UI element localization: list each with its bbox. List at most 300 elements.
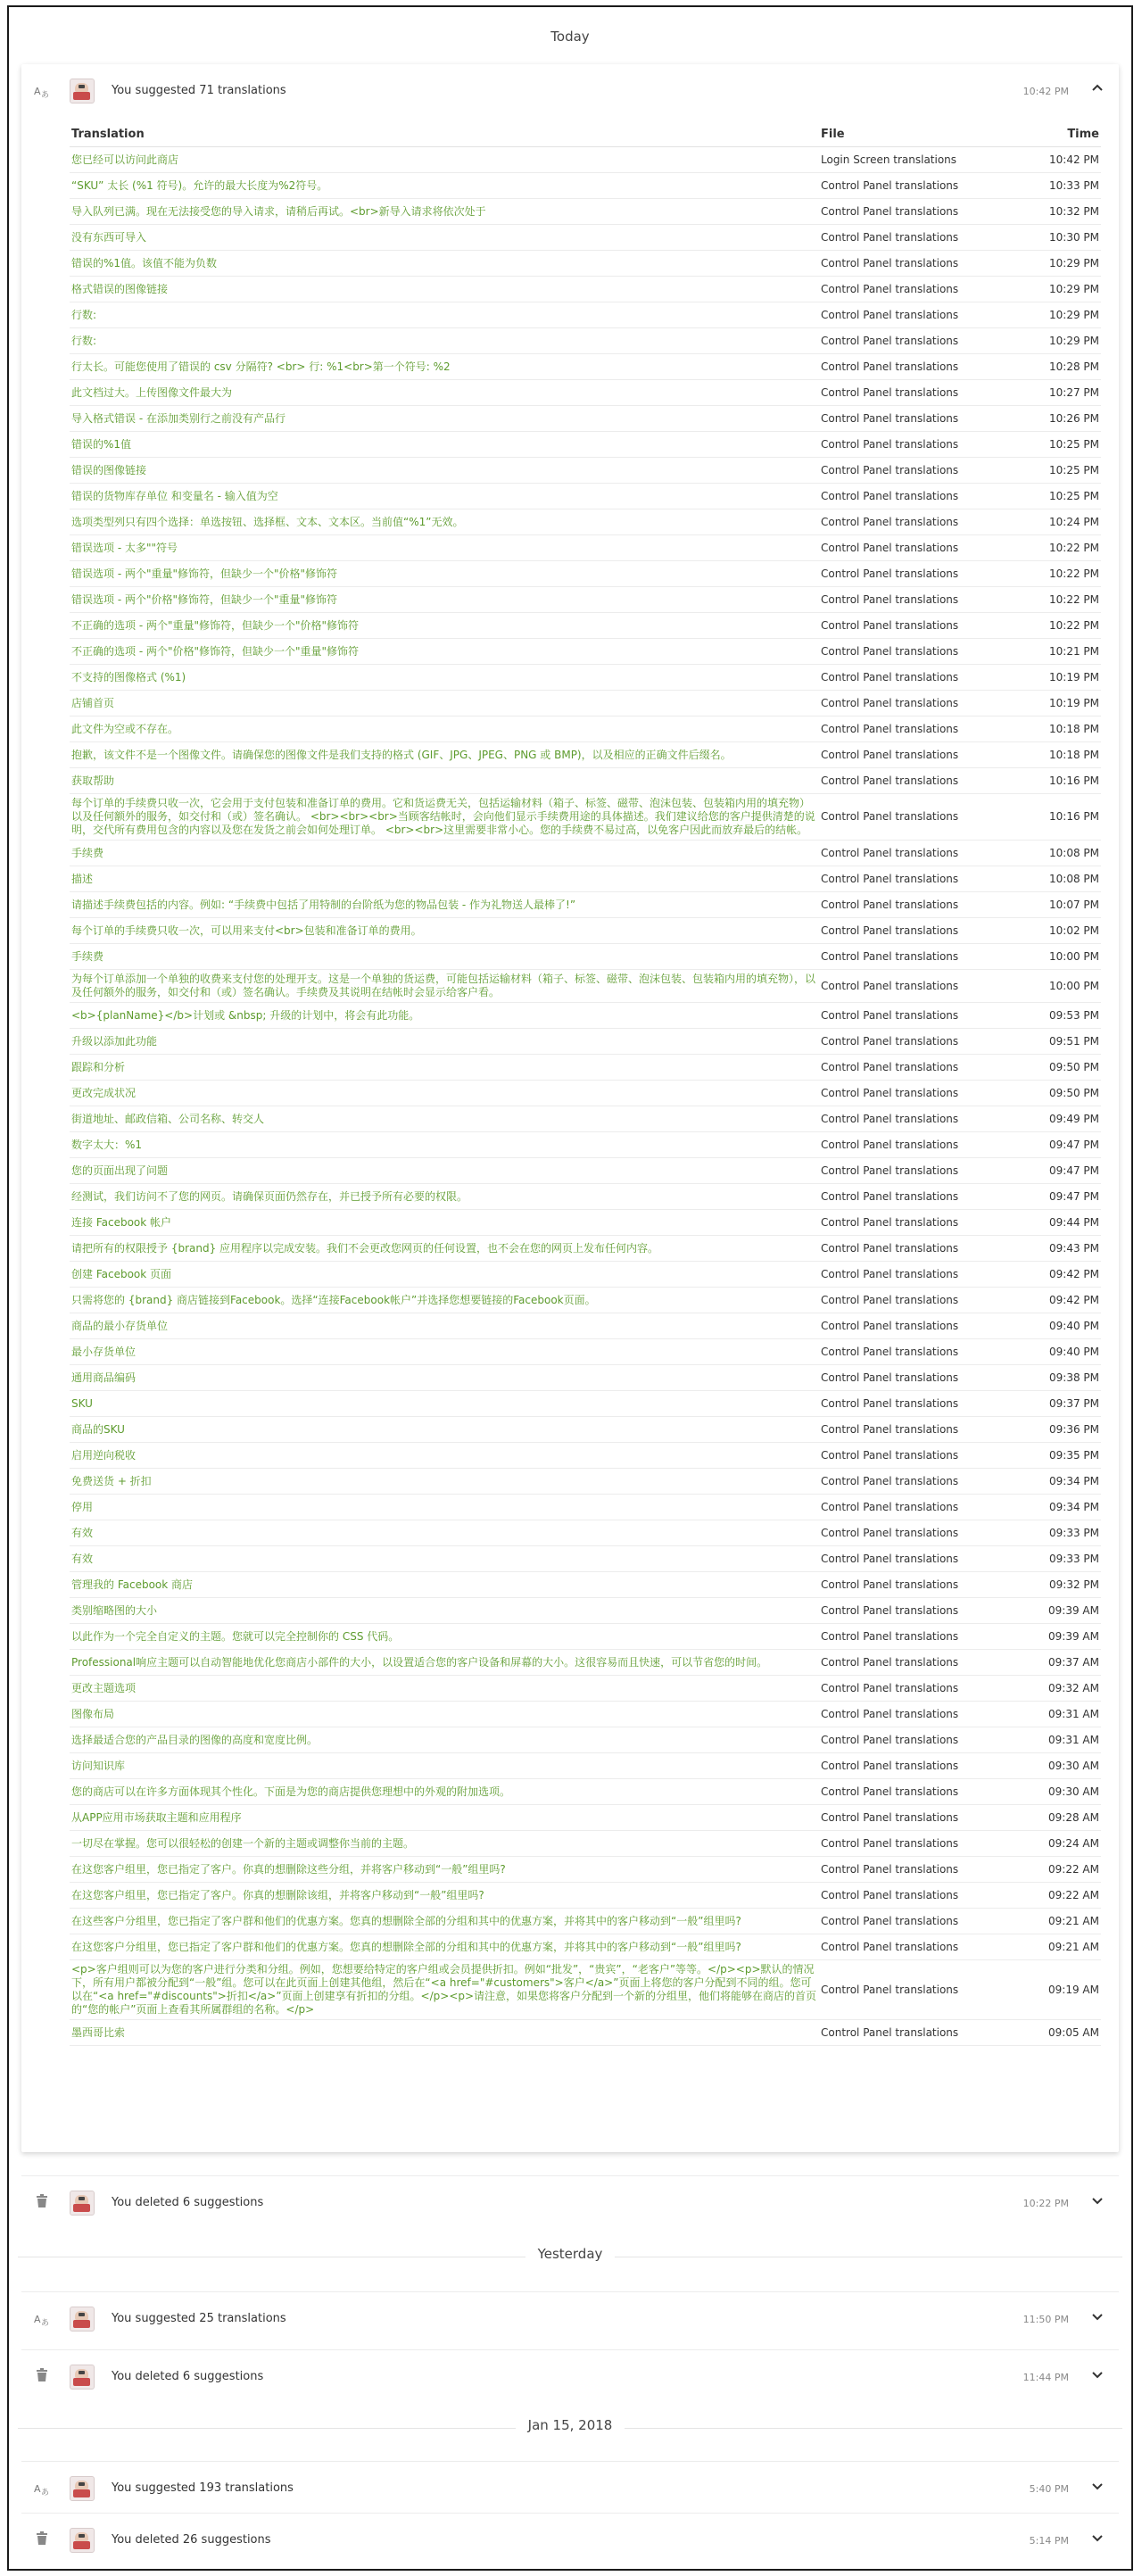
time-value: 09:44 PM (1033, 1210, 1101, 1236)
file-name: Control Panel translations (819, 1443, 1033, 1469)
translation-text[interactable]: 行数: (70, 302, 819, 328)
file-name: Control Panel translations (819, 1132, 1033, 1158)
table-row (70, 1909, 1101, 1934)
time-value: 10:29 PM (1033, 251, 1101, 277)
table-row (70, 1132, 1101, 1158)
table-row (70, 1934, 1101, 1960)
table-row (70, 509, 1101, 535)
table-row (70, 432, 1101, 458)
translation-text[interactable]: 请描述手续费包括的内容。例如: “手续费中包括了用特制的台阶纸为您的物品包装 - 作为礼物送人最棒了!” (70, 892, 819, 918)
time-value: 09:28 AM (1033, 1805, 1101, 1831)
table-row (70, 1805, 1101, 1831)
day-header-today: Today (18, 29, 1122, 50)
translation-text[interactable]: 行数: (70, 328, 819, 354)
table-row (70, 1339, 1101, 1365)
svg-text:A: A (34, 2483, 41, 2495)
time-value: 10:22 PM (1033, 613, 1101, 639)
table-row (70, 302, 1101, 328)
event-text: You deleted 6 suggestions (112, 2370, 264, 2383)
time-value: 09:38 PM (1033, 1365, 1101, 1391)
translation-text[interactable]: 数字太大：%1 (70, 1132, 819, 1158)
table-row (70, 251, 1101, 277)
table-row (70, 944, 1101, 970)
translation-text[interactable]: “SKU” 太长 (%1 符号)。允许的最大长度为%2符号。 (70, 173, 819, 199)
table-row (70, 742, 1101, 768)
event-suggested-today[interactable] (21, 64, 1119, 118)
time-value: 09:39 AM (1033, 1624, 1101, 1650)
time-value: 10:28 PM (1033, 354, 1101, 380)
event-time: 5:14 PM (1029, 2535, 1069, 2547)
file-name: Control Panel translations (819, 742, 1033, 768)
file-name: Control Panel translations (819, 1184, 1033, 1210)
file-name: Control Panel translations (819, 1520, 1033, 1546)
translation-text[interactable]: 不正确的选项 - 两个"重量"修饰符，但缺少一个"价格"修饰符 (70, 613, 819, 639)
translation-text[interactable]: 每个订单的手续费只收一次，它会用于支付包装和准备订单的费用。它和货运费无关，包括运输材料（箱子、标签、磁带、泡沫包装、包装箱内用的填充物）以及任何额外的服务，如交付和（或）签名确认。 <br><br><br>当顾客结帐时，会向他们显示手续费用途的具体描述。我们建议给您的客户提供清楚的说明，交代所有费用包含的内容以及您在发货之前会如何处理订单。 <br><br>这里需要非常小心。您的手续费不易过高，以免客户因此而放弃最后的结帐。 (70, 794, 819, 841)
translation-text[interactable]: 创建 Facebook 页面 (70, 1262, 819, 1288)
translation-text[interactable]: SKU (70, 1391, 819, 1417)
file-name: Control Panel translations (819, 173, 1033, 199)
translation-text[interactable]: 手续费 (70, 841, 819, 866)
file-name: Control Panel translations (819, 1081, 1033, 1106)
file-name: Control Panel translations (819, 1288, 1033, 1313)
event-text: You suggested 193 translations (112, 2481, 294, 2495)
table-row (70, 1831, 1101, 1857)
file-name: Control Panel translations (819, 1106, 1033, 1132)
time-value: 09:32 AM (1033, 1676, 1101, 1702)
translate-icon (33, 2480, 51, 2497)
svg-text:あ: あ (41, 2319, 50, 2328)
translation-text[interactable]: 行太长。可能您使用了错误的 csv 分隔符? <br> 行: %1<br>第一个符号: %2 (70, 354, 819, 380)
file-name: Control Panel translations (819, 1805, 1033, 1831)
event-text: You suggested 25 translations (112, 2312, 286, 2325)
file-name: Control Panel translations (819, 1857, 1033, 1883)
time-value: 09:35 PM (1033, 1443, 1101, 1469)
table-row (70, 768, 1101, 794)
file-name: Control Panel translations (819, 199, 1033, 225)
table-row (70, 1106, 1101, 1132)
translations-table (70, 121, 1101, 2046)
table-row (70, 406, 1101, 432)
file-name: Control Panel translations (819, 1055, 1033, 1081)
translation-text[interactable]: 有效 (70, 1546, 819, 1572)
time-value: 10:22 PM (1033, 535, 1101, 561)
translation-text[interactable]: 从APP应用市场获取主题和应用程序 (70, 1805, 819, 1831)
translation-text[interactable]: Professional响应主题可以自动智能地优化您商店小部件的大小，以设置适合您的客户设备和屏幕的大小。这很容易而且快速，可以节省您的时间。 (70, 1650, 819, 1676)
translation-text[interactable]: 一切尽在掌握。您可以很轻松的创建一个新的主题或调整你当前的主题。 (70, 1831, 819, 1857)
table-row (70, 1210, 1101, 1236)
translation-text[interactable]: 获取帮助 (70, 768, 819, 794)
translation-text[interactable]: 在这些客户分组里，您已指定了客户群和他们的优惠方案。您真的想删除全部的分组和其中的优惠方案，并将其中的客户移动到“一般”组里吗? (70, 1909, 819, 1934)
time-value: 09:53 PM (1033, 1003, 1101, 1029)
event-text: You deleted 6 suggestions (112, 2196, 264, 2209)
table-row (70, 147, 1101, 173)
translation-text[interactable]: 描述 (70, 866, 819, 892)
translation-text[interactable]: 店铺首页 (70, 691, 819, 716)
translation-text[interactable]: 选择最适合您的产品目录的图像的高度和宽度比例。 (70, 1727, 819, 1753)
translation-text[interactable]: 更改完成状况 (70, 1081, 819, 1106)
translation-text[interactable]: 商品的SKU (70, 1417, 819, 1443)
time-value: 10:29 PM (1033, 302, 1101, 328)
event-text: You deleted 26 suggestions (112, 2533, 271, 2547)
time-value: 09:37 PM (1033, 1391, 1101, 1417)
time-value: 10:25 PM (1033, 484, 1101, 509)
file-name: Control Panel translations (819, 561, 1033, 587)
time-value: 10:25 PM (1033, 432, 1101, 458)
file-name: Control Panel translations (819, 1572, 1033, 1598)
translation-text[interactable]: 错误选项 - 两个"价格"修饰符，但缺少一个"重量"修饰符 (70, 587, 819, 613)
svg-text:A: A (34, 86, 41, 97)
event-deleted-today[interactable] (21, 2175, 1119, 2230)
file-name: Control Panel translations (819, 277, 1033, 302)
time-value: 09:50 PM (1033, 1081, 1101, 1106)
time-value: 10:19 PM (1033, 691, 1101, 716)
translation-text[interactable]: 不正确的选项 - 两个"价格"修饰符，但缺少一个"重量"修饰符 (70, 639, 819, 665)
time-value: 10:25 PM (1033, 458, 1101, 484)
avatar (70, 2476, 95, 2501)
table-row (70, 1469, 1101, 1495)
table-row (70, 354, 1101, 380)
time-value: 10:27 PM (1033, 380, 1101, 406)
chevron-down-icon[interactable] (1088, 2310, 1106, 2328)
translation-text[interactable]: 手续费 (70, 944, 819, 970)
time-value: 10:30 PM (1033, 225, 1101, 251)
time-value: 10:19 PM (1033, 665, 1101, 691)
table-row (70, 841, 1101, 866)
translation-text[interactable]: 错误的%1值。该值不能为负数 (70, 251, 819, 277)
table-row (70, 639, 1101, 665)
day-header-yesterday: Yesterday (18, 2246, 1122, 2267)
time-value: 09:32 PM (1033, 1572, 1101, 1598)
event-time: 10:22 PM (1022, 2198, 1069, 2209)
translate-icon (33, 2310, 51, 2328)
translation-text[interactable]: 您的商店可以在许多方面体现其个性化。下面是为您的商店提供您理想中的外观的附加选项。 (70, 1779, 819, 1805)
table-row (70, 1857, 1101, 1883)
file-name: Control Panel translations (819, 1883, 1033, 1909)
translation-text[interactable]: 有效 (70, 1520, 819, 1546)
file-name: Control Panel translations (819, 1210, 1033, 1236)
time-value: 09:39 AM (1033, 1598, 1101, 1624)
svg-text:あ: あ (41, 91, 50, 100)
file-name: Control Panel translations (819, 535, 1033, 561)
file-name: Control Panel translations (819, 1934, 1033, 1960)
translation-text[interactable]: 只需将您的 {brand} 商店链接到Facebook。选择“连接Facebook帐户”并选择您想要链接的Facebook页面。 (70, 1288, 819, 1313)
file-name: Control Panel translations (819, 1598, 1033, 1624)
table-row (70, 1158, 1101, 1184)
file-name: Control Panel translations (819, 866, 1033, 892)
file-name: Control Panel translations (819, 918, 1033, 944)
translation-text[interactable]: 错误的图像链接 (70, 458, 819, 484)
event-text: You suggested 71 translations (112, 84, 286, 97)
event-deleted-yesterday[interactable] (21, 2349, 1119, 2404)
table-row (70, 1598, 1101, 1624)
table-row (70, 1779, 1101, 1805)
file-name: Control Panel translations (819, 380, 1033, 406)
file-name: Control Panel translations (819, 251, 1033, 277)
table-row (70, 1495, 1101, 1520)
column-translation: Translation (70, 121, 819, 147)
file-name: Control Panel translations (819, 1624, 1033, 1650)
time-value: 09:42 PM (1033, 1262, 1101, 1288)
time-value: 09:37 AM (1033, 1650, 1101, 1676)
time-value: 09:51 PM (1033, 1029, 1101, 1055)
translation-text[interactable]: 导入队列已满。现在无法接受您的导入请求，请稍后再试。<br>新导入请求将依次处于 (70, 199, 819, 225)
column-time: Time (1033, 121, 1101, 147)
event-suggested-jan15[interactable] (21, 2461, 1119, 2515)
time-value: 09:31 AM (1033, 1727, 1101, 1753)
table-row (70, 1391, 1101, 1417)
translation-text[interactable]: 经测试，我们访问不了您的网页。请确保页面仍然存在，并已授予所有必要的权限。 (70, 1184, 819, 1210)
table-row (70, 1184, 1101, 1210)
file-name: Control Panel translations (819, 1702, 1033, 1727)
day-header-jan15: Jan 15, 2018 (18, 2417, 1122, 2439)
trash-icon (33, 2368, 51, 2386)
file-name: Control Panel translations (819, 944, 1033, 970)
table-row (70, 866, 1101, 892)
table-row (70, 277, 1101, 302)
file-name: Control Panel translations (819, 1909, 1033, 1934)
time-value: 10:18 PM (1033, 742, 1101, 768)
chevron-down-icon[interactable] (1088, 2194, 1106, 2212)
table-row (70, 458, 1101, 484)
svg-text:あ: あ (41, 2489, 50, 2497)
translation-text[interactable]: 在这您客户组里，您已指定了客户。你真的想删除这些分组，并将客户移动到“一般”组里吗? (70, 1857, 819, 1883)
translation-text[interactable]: 免费送货 + 折扣 (70, 1469, 819, 1495)
table-row (70, 1443, 1101, 1469)
file-name: Control Panel translations (819, 970, 1033, 1003)
table-row (70, 1650, 1101, 1676)
file-name: Control Panel translations (819, 1365, 1033, 1391)
time-value: 09:30 AM (1033, 1779, 1101, 1805)
file-name: Control Panel translations (819, 1313, 1033, 1339)
translation-text[interactable]: 街道地址、邮政信箱、公司名称、转交人 (70, 1106, 819, 1132)
table-row (70, 1262, 1101, 1288)
translation-text[interactable]: 更改主题选项 (70, 1676, 819, 1702)
table-row (70, 1288, 1101, 1313)
event-deleted-jan15[interactable] (21, 2513, 1119, 2567)
file-name: Control Panel translations (819, 639, 1033, 665)
translation-text[interactable]: 请把所有的权限授予 {brand} 应用程序以完成安装。我们不会更改您网页的任何设置，也不会在您的网页上发布任何内容。 (70, 1236, 819, 1262)
table-row (70, 1572, 1101, 1598)
table-row (70, 794, 1101, 841)
time-value: 09:34 PM (1033, 1469, 1101, 1495)
table-row (70, 1753, 1101, 1779)
avatar (70, 2365, 95, 2390)
time-value: 09:36 PM (1033, 1417, 1101, 1443)
translation-text[interactable]: 启用逆向税收 (70, 1443, 819, 1469)
time-value: 09:33 PM (1033, 1546, 1101, 1572)
file-name: Control Panel translations (819, 302, 1033, 328)
time-value: 10:29 PM (1033, 277, 1101, 302)
time-value: 09:21 AM (1033, 1934, 1101, 1960)
file-name: Control Panel translations (819, 509, 1033, 535)
event-time: 11:50 PM (1022, 2314, 1069, 2325)
time-value: 10:21 PM (1033, 639, 1101, 665)
translation-text[interactable]: 图像布局 (70, 1702, 819, 1727)
translation-text[interactable]: 错误的%1值 (70, 432, 819, 458)
file-name: Control Panel translations (819, 432, 1033, 458)
time-value: 10:26 PM (1033, 406, 1101, 432)
time-value: 10:22 PM (1033, 561, 1101, 587)
event-time: 10:42 PM (1022, 86, 1069, 97)
table-row (70, 1055, 1101, 1081)
time-value: 10:16 PM (1033, 768, 1101, 794)
translation-text[interactable]: 错误的货物库存单位 和变量名 - 输入值为空 (70, 484, 819, 509)
file-name: Control Panel translations (819, 691, 1033, 716)
translation-text[interactable]: 抱歉，该文件不是一个图像文件。请确保您的图像文件是我们支持的格式 (GIF、JPG、JPEG、PNG 或 BMP)，以及相应的正确文件后缀名。 (70, 742, 819, 768)
table-row (70, 613, 1101, 639)
time-value: 09:42 PM (1033, 1288, 1101, 1313)
activity-feed (7, 5, 1133, 2571)
event-suggested-yesterday[interactable] (21, 2291, 1119, 2346)
translation-text[interactable]: 没有东西可导入 (70, 225, 819, 251)
file-name: Control Panel translations (819, 1158, 1033, 1184)
file-name: Control Panel translations (819, 484, 1033, 509)
column-file: File (819, 121, 1033, 147)
chevron-up-icon[interactable] (1088, 82, 1106, 100)
file-name: Control Panel translations (819, 1469, 1033, 1495)
file-name: Control Panel translations (819, 1391, 1033, 1417)
file-name: Control Panel translations (819, 1676, 1033, 1702)
table-row (70, 1883, 1101, 1909)
table-row (70, 1313, 1101, 1339)
file-name: Control Panel translations (819, 892, 1033, 918)
table-row (70, 1081, 1101, 1106)
translation-text[interactable]: 停用 (70, 1495, 819, 1520)
translation-text[interactable]: 此文件为空或不存在。 (70, 716, 819, 742)
time-value: 09:34 PM (1033, 1495, 1101, 1520)
file-name: Control Panel translations (819, 1960, 1033, 2020)
translation-text[interactable]: 类别缩略图的大小 (70, 1598, 819, 1624)
chevron-down-icon[interactable] (1088, 2368, 1106, 2386)
trash-icon (33, 2531, 51, 2549)
time-value: 09:40 PM (1033, 1313, 1101, 1339)
translation-text[interactable]: 墨西哥比索 (70, 2020, 819, 2046)
table-row (70, 1236, 1101, 1262)
file-name: Control Panel translations (819, 841, 1033, 866)
table-row (70, 535, 1101, 561)
translate-icon (33, 82, 51, 100)
time-value: 10:07 PM (1033, 892, 1101, 918)
table-row (70, 1960, 1101, 2020)
event-time: 5:40 PM (1029, 2483, 1069, 2495)
time-value: 09:05 AM (1033, 2020, 1101, 2046)
translation-text[interactable]: 在这您客户组里，您已指定了客户。你真的想删除该组，并将客户移动到“一般”组里吗? (70, 1883, 819, 1909)
time-value: 10:00 PM (1033, 970, 1101, 1003)
expanded-event-card (21, 64, 1119, 2152)
chevron-down-icon[interactable] (1088, 2531, 1106, 2549)
translation-text[interactable]: 最小存货单位 (70, 1339, 819, 1365)
time-value: 10:32 PM (1033, 199, 1101, 225)
table-row (70, 665, 1101, 691)
file-name: Control Panel translations (819, 328, 1033, 354)
table-row (70, 1624, 1101, 1650)
file-name: Control Panel translations (819, 458, 1033, 484)
table-row (70, 328, 1101, 354)
translation-text[interactable]: 您已经可以访问此商店 (70, 147, 819, 173)
time-value: 09:33 PM (1033, 1520, 1101, 1546)
translation-text[interactable]: 访问知识库 (70, 1753, 819, 1779)
translation-text[interactable]: 通用商品编码 (70, 1365, 819, 1391)
time-value: 10:22 PM (1033, 587, 1101, 613)
file-name: Control Panel translations (819, 1339, 1033, 1365)
time-value: 09:24 AM (1033, 1831, 1101, 1857)
translation-text[interactable]: 管理我的 Facebook 商店 (70, 1572, 819, 1598)
table-row (70, 970, 1101, 1003)
translation-text[interactable]: 商品的最小存货单位 (70, 1313, 819, 1339)
table-row (70, 1365, 1101, 1391)
file-name: Control Panel translations (819, 1753, 1033, 1779)
file-name: Control Panel translations (819, 716, 1033, 742)
translation-text[interactable]: 您的页面出现了问题 (70, 1158, 819, 1184)
time-value: 09:47 PM (1033, 1158, 1101, 1184)
file-name: Control Panel translations (819, 1727, 1033, 1753)
table-row (70, 1702, 1101, 1727)
time-value: 09:43 PM (1033, 1236, 1101, 1262)
table-row (70, 1003, 1101, 1029)
translation-text[interactable]: 升级以添加此功能 (70, 1029, 819, 1055)
file-name: Control Panel translations (819, 613, 1033, 639)
translation-text[interactable]: <p>客户组则可以为您的客户进行分类和分组。例如，您想要给特定的客户组或会员提供折扣。例如“批发”，“贵宾”，“老客户”等等。</p><p>默认的情况下，所有用户都被分配到“一般”组。您可以在此页面上创建其他组，然后在“<a href="#customers">客户</a>”页面上将您的客户分配到不同的组。您可以在“<a href="#discounts">折扣</a>”页面上创建享有折扣的分组。</p><p>请注意，如果您将客户分配到一个新的分组里，他们将能够在商店的首页的“您的帐户”页面上查看其所属群组的名称。</p> (70, 1960, 819, 2020)
translation-text[interactable]: 此文档过大。上传图像文件最大为 (70, 380, 819, 406)
file-name: Control Panel translations (819, 1831, 1033, 1857)
file-name: Control Panel translations (819, 768, 1033, 794)
translation-text[interactable]: 为每个订单添加一个单独的收费来支付您的处理开支。这是一个单独的货运费，可能包括运输材料（箱子、标签、磁带、泡沫包装、包装箱内用的填充物），以及任何额外的服务，如交付和（或）签名确认。手续费及其说明在结帐时会显示给客户看。 (70, 970, 819, 1003)
translation-text[interactable]: 格式错误的图像链接 (70, 277, 819, 302)
table-row (70, 225, 1101, 251)
file-name: Control Panel translations (819, 354, 1033, 380)
avatar (70, 2528, 95, 2553)
translation-text[interactable]: 选项类型列只有四个选择：单选按钮、选择框、文本、文本区。当前值“%1”无效。 (70, 509, 819, 535)
time-value: 09:31 AM (1033, 1702, 1101, 1727)
time-value: 09:50 PM (1033, 1055, 1101, 1081)
time-value: 09:47 PM (1033, 1184, 1101, 1210)
table-header-row (70, 121, 1101, 147)
avatar (70, 79, 95, 104)
file-name: Control Panel translations (819, 1003, 1033, 1029)
table-row (70, 1546, 1101, 1572)
translation-text[interactable]: 导入格式错误 - 在添加类别行之前没有产品行 (70, 406, 819, 432)
time-value: 10:18 PM (1033, 716, 1101, 742)
file-name: Control Panel translations (819, 1417, 1033, 1443)
translation-text[interactable]: 跟踪和分析 (70, 1055, 819, 1081)
event-time: 11:44 PM (1022, 2372, 1069, 2383)
translation-text[interactable]: 不支持的图像格式 (%1) (70, 665, 819, 691)
time-value: 10:02 PM (1033, 918, 1101, 944)
file-name: Control Panel translations (819, 794, 1033, 841)
table-row (70, 892, 1101, 918)
table-row (70, 1520, 1101, 1546)
translation-text[interactable]: 错误选项 - 太多""符号 (70, 535, 819, 561)
time-value: 10:24 PM (1033, 509, 1101, 535)
avatar (70, 2307, 95, 2332)
time-value: 09:47 PM (1033, 1132, 1101, 1158)
translation-text[interactable]: 以此作为一个完全自定义的主题。您就可以完全控制你的 CSS 代码。 (70, 1624, 819, 1650)
time-value: 10:08 PM (1033, 866, 1101, 892)
translation-text[interactable]: 错误选项 - 两个"重量"修饰符，但缺少一个"价格"修饰符 (70, 561, 819, 587)
time-value: 09:19 AM (1033, 1960, 1101, 2020)
chevron-down-icon[interactable] (1088, 2480, 1106, 2497)
translation-text[interactable]: 每个订单的手续费只收一次，可以用来支付<br>包装和准备订单的费用。 (70, 918, 819, 944)
translation-text[interactable]: 连接 Facebook 帐户 (70, 1210, 819, 1236)
translation-text[interactable]: <b>{planName}</b>计划或 &nbsp; 升级的计划中，将会有此功能。 (70, 1003, 819, 1029)
translation-text[interactable]: 在这您客户分组里，您已指定了客户群和他们的优惠方案。您真的想删除全部的分组和其中的优惠方案，并将其中的客户移动到“一般”组里吗? (70, 1934, 819, 1960)
table-row (70, 691, 1101, 716)
svg-text:A: A (34, 2314, 41, 2325)
table-row (70, 199, 1101, 225)
file-name: Control Panel translations (819, 1546, 1033, 1572)
file-name: Control Panel translations (819, 225, 1033, 251)
file-name: Control Panel translations (819, 1779, 1033, 1805)
